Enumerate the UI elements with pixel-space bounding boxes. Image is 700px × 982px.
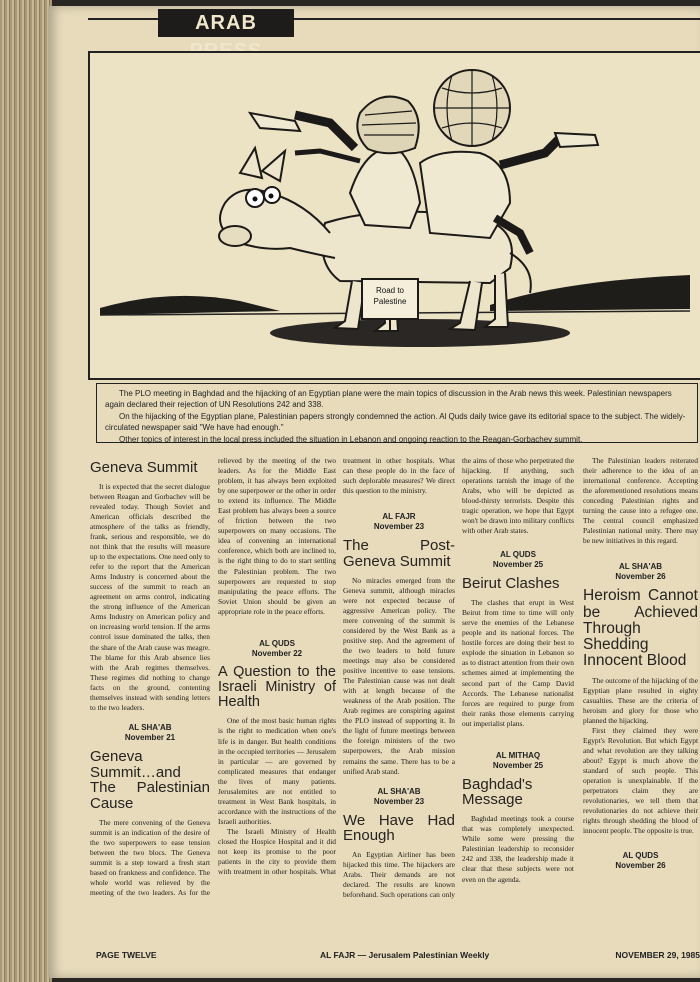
source-date: November 26 xyxy=(615,860,666,870)
publication-name: AL FAJR — Jerusalem Palestinian Weekly xyxy=(320,950,490,960)
source-al-quds-nov26 xyxy=(583,851,698,871)
headline-beirut-clashes: Beirut Clashes xyxy=(462,575,560,593)
editorial-cartoon xyxy=(88,51,700,380)
headline-we-have-had-enough: We Have Had Enough xyxy=(343,811,455,845)
source-name: AL QUDS xyxy=(622,850,659,860)
article-cause-body: The mere convening of the Geneva summit is an indication of the desire of the two superpowers to ease tension between the two blocs. The Geneva summit is a step toward a fresh start based on frankness and confidence. The whole world was relieved by the meeting of the two leaders. As for the xyxy=(90,817,210,898)
column-4 xyxy=(462,456,574,885)
article-health-body-1: One of the most basic human rights is the right to medication when one's life is in danger. But health conditions in the occupied territories — Jerusalem in particular — are governed by complicated measures that endanger the lives of many patients. Jerusalemites are not entitled to treatment in West Bank hospitals, in accordance with the instructions of the Israeli authorities. xyxy=(218,716,336,826)
source-name: AL SHA'AB xyxy=(377,786,421,796)
headline-geneva-summit: Geneva Summit xyxy=(90,459,198,476)
source-date: November 22 xyxy=(251,648,303,658)
source-name: AL FAJR xyxy=(382,512,416,522)
article-enough-body: An Egyptian Airliner has been hijacked this time. The hijackers are Arabs. Their demands are not declared. The results are known beforehand. Such operations can only xyxy=(343,850,455,900)
source-date: November 23 xyxy=(373,522,425,532)
sign-line-2: Palestine xyxy=(373,297,407,306)
source-date: November 23 xyxy=(373,796,425,806)
column-5 xyxy=(583,456,698,877)
sign-line-1: Road to xyxy=(375,286,405,295)
source-date: November 25 xyxy=(492,560,544,570)
intro-paragraph-2: On the hijacking of the Egyptian plane, Palestinian papers strongly condemned the action. Al Quds daily twice gave its editorial space to the subject. The widely-circulated newspaper said "We have had enough." xyxy=(105,411,686,433)
column-3 xyxy=(343,456,455,900)
article-health-continued: treatment in other hospitals. What can these people do in the face of such deplorable measures? We direct this question to the ministry. xyxy=(343,456,455,496)
headline-post-geneva: The Post-Geneva Summit xyxy=(343,537,455,570)
column-2 xyxy=(218,456,336,877)
source-al-shaab-nov21 xyxy=(90,723,210,743)
page-number: PAGE TWELVE xyxy=(96,950,157,960)
source-date: November 25 xyxy=(492,760,544,770)
source-name: AL SHA'AB xyxy=(618,562,663,572)
headline-israeli-ministry: A Question to the Israeli Ministry of Health xyxy=(218,663,336,711)
article-heroism-body-1: The outcome of the hijacking of the Egyptian plane resulted in eighty casualties. These are the criteria of heroism and glory for those who planned the hijacking. xyxy=(583,675,698,725)
source-date: November 26 xyxy=(615,572,666,582)
article-cause-continued: relieved by the meeting of the two leaders. As for the Middle East problem, it has always been exploited by one superpower or the other in order to extend its influence. The Middle East problem has always been a source of friction between the two superpowers on many occasions. The idea of convening an international conference, which both are inclined to, is the right thing to do to start settling the Palestinian problem. The two superpowers are requested to stop manipulating the peace efforts. The Soviet Union should be given an appropriate role in the peace efforts. xyxy=(218,456,336,616)
source-al-fajr-nov23 xyxy=(343,512,455,532)
article-enough-continued: the aims of those who perpetrated the hijacking. If anything, such operations tarnish the image of the Arabs, who will be depicted as blood-thirsty terrorists. Despite this tragic operation, we hope that Egypt won't be drawn into military conflicts with other Arab states. xyxy=(462,456,574,536)
source-date: November 21 xyxy=(124,732,176,742)
issue-date: NOVEMBER 29, 1985 xyxy=(615,950,700,960)
intro-paragraph-3: Other topics of interest in the local press included the situation in Lebanon and ongoing reaction to the Reagan-Gorbachev summit. xyxy=(119,434,583,444)
article-geneva-body: It is expected that the secret dialogue between Reagan and Gorbachev will be revealed today. Though Soviet and American officials described the atmosphere of the talks as friendly, frank, serious and responsible, we do not think that the results will measure up to the expectations. One need only to refer to the report that the American Arms Industry is concerned about the success of the summit to reach an agreement on arms control, indicating the strong influence of the American Arms Industry on American policy and on increasing world tension. If the arms control issue dominated the talks, then the share of the Arab cause was meagre. The blame for this Arab absence lies with the Arab regimes themselves. These regimes did nothing to change facts on the ground, contenting themselves instead with sending letters to the two leaders. xyxy=(90,481,210,712)
headline-heroism: Heroism Cannot be Achieved Through Shedding Innocent Blood xyxy=(583,587,698,670)
headline-geneva-palestinian-cause: Geneva Summit…and The Palestinian Cause xyxy=(90,747,210,813)
source-name: AL SHA'AB xyxy=(128,722,172,732)
book-binding xyxy=(0,0,52,982)
source-name: AL MITHAQ xyxy=(495,750,541,760)
article-beirut-body: The clashes that erupt in West Beirut from time to time will only serve the enemies of the Lebanese people and its national forces. The hostile forces are doing their best to explode the situation in Lebanon so as to distract attention from their own schemes aimed at implementing the second part of the Camp David Accords. The Lebanese nationalist forces are required to purge from their ranks those elements carrying out imperialist plans. xyxy=(462,598,574,728)
road-sign xyxy=(366,285,414,307)
article-postgeneva-body: No miracles emerged from the Geneva summit, although miracles were not expected because of aggressive American policy. The mere convening of the summit is considered by the West Bank as a positive step. And the agreement of the two leaders to hold future meetings may also be considered positive incentive to ease tensions. The Palestinian cause was not dealt with at length because of the weakness of the Arab position. The Arab regimes are conspiring against the PLO instead of supporting it. In the light of future meetings between the foreign ministers of the two superpowers, the Arab mission remains the same. There has to be a unified Arab stand. xyxy=(343,575,455,776)
source-al-shaab-nov23 xyxy=(343,787,455,807)
source-al-mithaq-nov25 xyxy=(462,751,574,771)
cartoon-drawing xyxy=(90,53,700,378)
article-heroism-body-2: First they claimed they were Egypt's Revolution. But which Egypt and what revolution are they talking about? Egypt is much above the standard of such people. This operation is unexplainable. If the perpetrators claim they are revolutionaries, we tell them that revolutionaries do not achieve their rights through shedding the blood of innocent people. The opposite is true. xyxy=(583,725,698,836)
source-name: AL QUDS xyxy=(500,550,536,560)
source-al-quds-nov25 xyxy=(462,550,574,570)
intro-box xyxy=(96,383,698,443)
headline-baghdads-message: Baghdad's Message xyxy=(462,775,533,809)
article-baghdad-body: Baghdad meetings took a course that was completely unexpected. While some were pressing the Palestinian leadership to reconsider 242 and 338, the leadership made it clear that these subjects were not even on the agenda. xyxy=(462,814,574,884)
newspaper-page xyxy=(48,6,700,978)
article-health-body-2: The Israeli Ministry of Health closed the Hospice Hospital and it did not keep its promise to the poor patients in the city to provide them with treatment in other hospitals. What xyxy=(218,826,336,877)
article-baghdad-continued: The Palestinian leaders reiterated their adherence to the idea of an international conference. Accepting the aforementioned resolutions means conceding Palestinian rights and turning the cause into a refugee one. The central council emphasized Palestinian national unity. There may be new initiatives in this regard. xyxy=(583,456,698,546)
source-al-quds-nov22 xyxy=(218,639,336,659)
section-banner: ARAB xyxy=(158,9,294,37)
source-name: AL QUDS xyxy=(259,638,295,648)
column-1 xyxy=(90,456,210,898)
source-al-shaab-nov26 xyxy=(583,562,698,582)
intro-paragraph-1: The PLO meeting in Baghdad and the hijacking of an Egyptian plane were the main topics of discussion in the Arab news this week. Palestinian newspapers again declared their rejection of UN Resolutions 242 and 338. xyxy=(105,389,672,410)
